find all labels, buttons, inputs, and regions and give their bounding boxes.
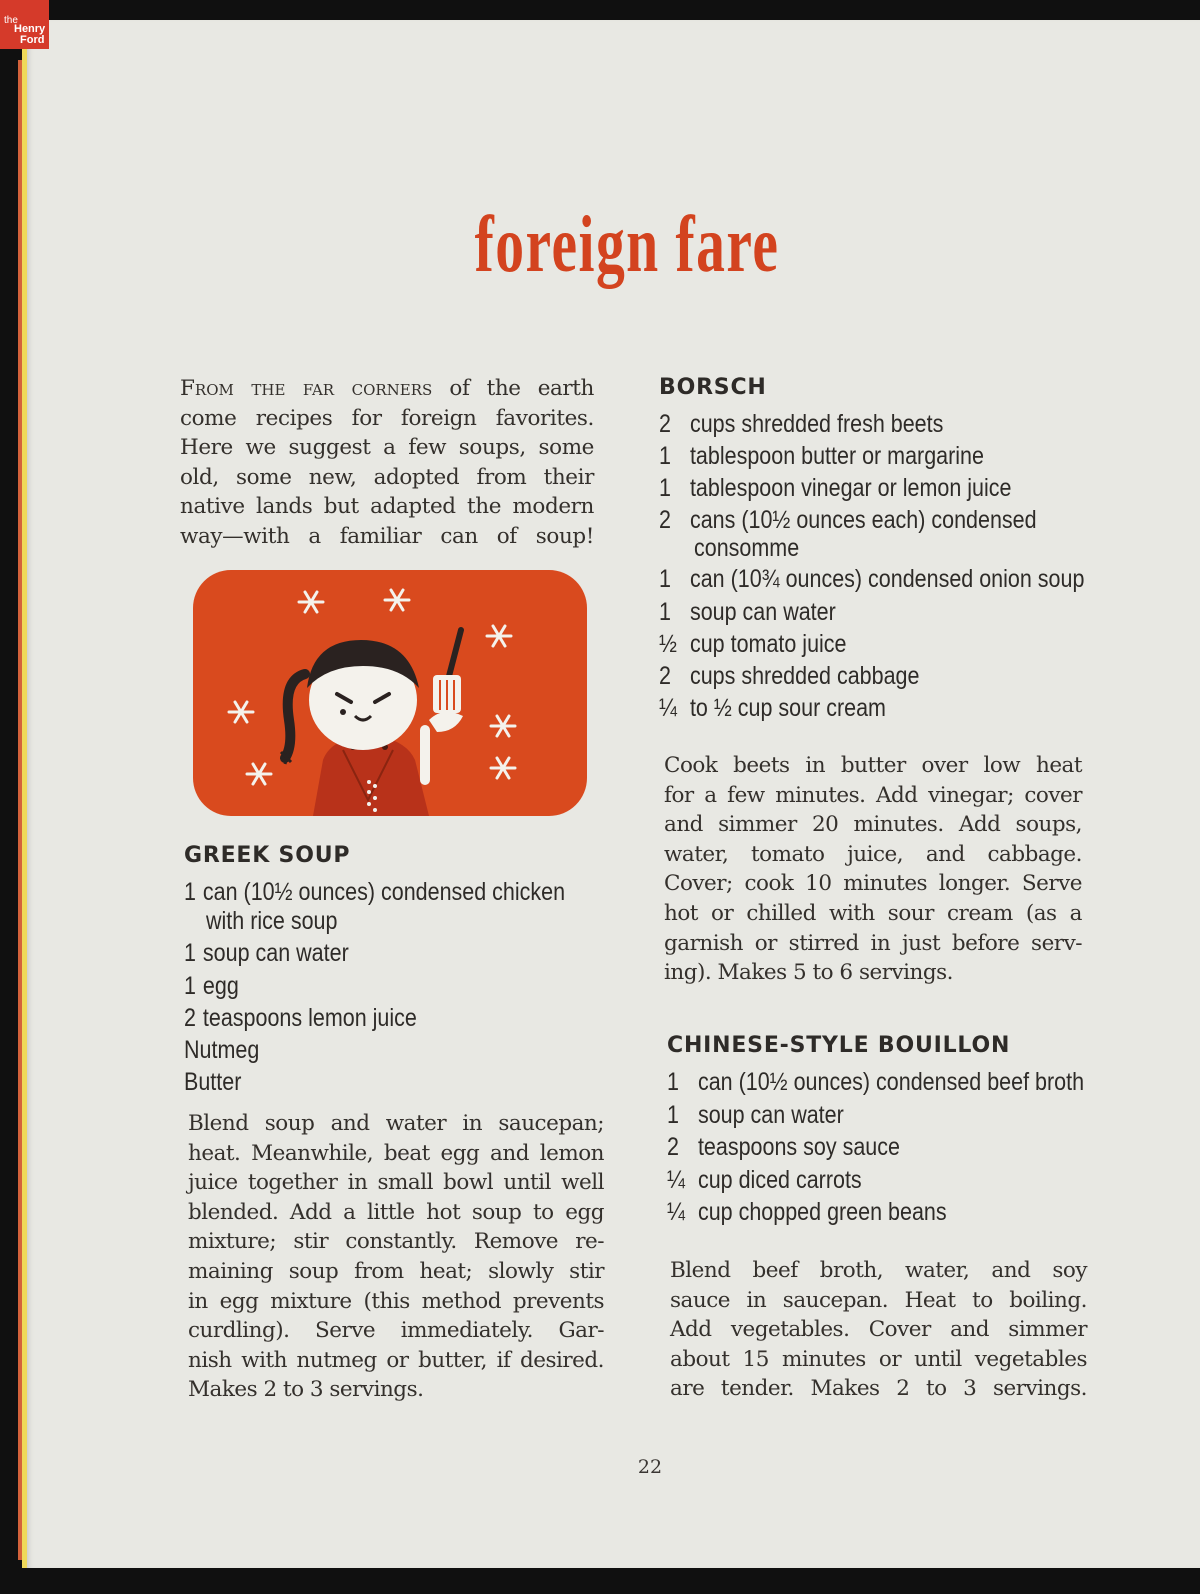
intro-line-6: way—with a familiar can of soup! xyxy=(180,523,594,549)
logo-line-2: Henry xyxy=(14,23,46,35)
ingredient-row: ¼ cup chopped green beans xyxy=(667,1198,947,1226)
logo-line-1: the xyxy=(4,15,18,26)
page-title: foreign fare xyxy=(474,201,780,289)
intro-line-5: native lands but adapted the modern xyxy=(180,494,594,520)
greek-soup-heading: GREEK SOUP xyxy=(184,843,351,868)
ingredient-row-continued: with rice soup xyxy=(206,907,338,935)
intro-line-1: of the earth xyxy=(449,376,594,401)
borsch-method: Cook beets in butter over low heat for a few minutes. Add vinegar; cover and simmer 20 minutes. Add soups, water, tomato juice, and cabbage. Cover; cook 10 minutes longer. Serve hot or chilled with sour cream (as a garnish or stirred in just before serv- ing). Makes 5 to 6 servings. xyxy=(664,753,1082,986)
intro-paragraph xyxy=(180,374,594,552)
ingredient-row: ¼ to ½ cup sour cream xyxy=(659,694,886,722)
ingredient-row: 1 soup can water xyxy=(659,598,836,626)
intro-line-3: Here we suggest a few soups, some xyxy=(180,435,594,461)
ingredient-row: 1 soup can water xyxy=(184,939,349,967)
intro-lead: From the far corners xyxy=(180,376,433,401)
chef-girl-illustration xyxy=(193,570,587,816)
ingredient-row: 1 egg xyxy=(184,972,239,1000)
ingredient-row: 2 cups shredded cabbage xyxy=(659,662,920,690)
ingredient-row: 2 teaspoons soy sauce xyxy=(667,1133,900,1161)
greek-soup-method: Blend soup and water in saucepan; heat. Meanwhile, beat egg and lemon juice together in small bowl until well blended. Add a little hot soup to egg mixture; stir constantly. Remove re- maining soup from heat; slowly stir in egg mixture (this method prevents curdling). Serve immediately. Gar- nish with nutmeg or butter, if desired. Makes 2 to 3 servings. xyxy=(188,1111,604,1403)
logo-line-3: Ford xyxy=(20,34,45,46)
ingredient-row: ¼ cup diced carrots xyxy=(667,1166,862,1194)
chinese-bouillon-method: Blend beef broth, water, and soy sauce in saucepan. Heat to boiling. Add vegetables. Cover and simmer about 15 minutes or until vegetables are tender. Makes 2 to 3 servings. xyxy=(670,1258,1087,1402)
ingredient-row: 2 teaspoons lemon juice xyxy=(184,1004,417,1032)
spine-edge-yellow xyxy=(22,20,27,1568)
ingredient-row: Butter xyxy=(184,1068,242,1096)
ingredient-row: 1 soup can water xyxy=(667,1101,844,1129)
ingredient-row: 1 can (10½ ounces) condensed beef broth xyxy=(667,1068,1085,1096)
ingredient-row: 1 can (10½ ounces) condensed chicken xyxy=(184,878,566,906)
page-number: 22 xyxy=(637,1456,663,1478)
ingredient-row: Nutmeg xyxy=(184,1036,260,1064)
henry-ford-logo xyxy=(0,0,49,49)
ingredient-row: ½ cup tomato juice xyxy=(659,630,847,658)
ingredient-row-continued: consomme xyxy=(694,534,800,562)
intro-line-4: old, some new, adopted from their xyxy=(180,464,594,490)
chinese-bouillon-heading: CHINESE-STYLE BOUILLON xyxy=(667,1033,1011,1058)
ingredient-row: 1 tablespoon butter or margarine xyxy=(659,442,984,470)
ingredient-row: 1 tablespoon vinegar or lemon juice xyxy=(659,474,1012,502)
ingredient-row: 2 cups shredded fresh beets xyxy=(659,410,944,438)
intro-line-2: come recipes for foreign favorites. xyxy=(180,405,594,431)
ingredient-row: 1 can (10¾ ounces) condensed onion soup xyxy=(659,565,1085,593)
borsch-heading: BORSCH xyxy=(659,375,767,400)
ingredient-row: 2 cans (10½ ounces each) condensed xyxy=(659,506,1037,534)
